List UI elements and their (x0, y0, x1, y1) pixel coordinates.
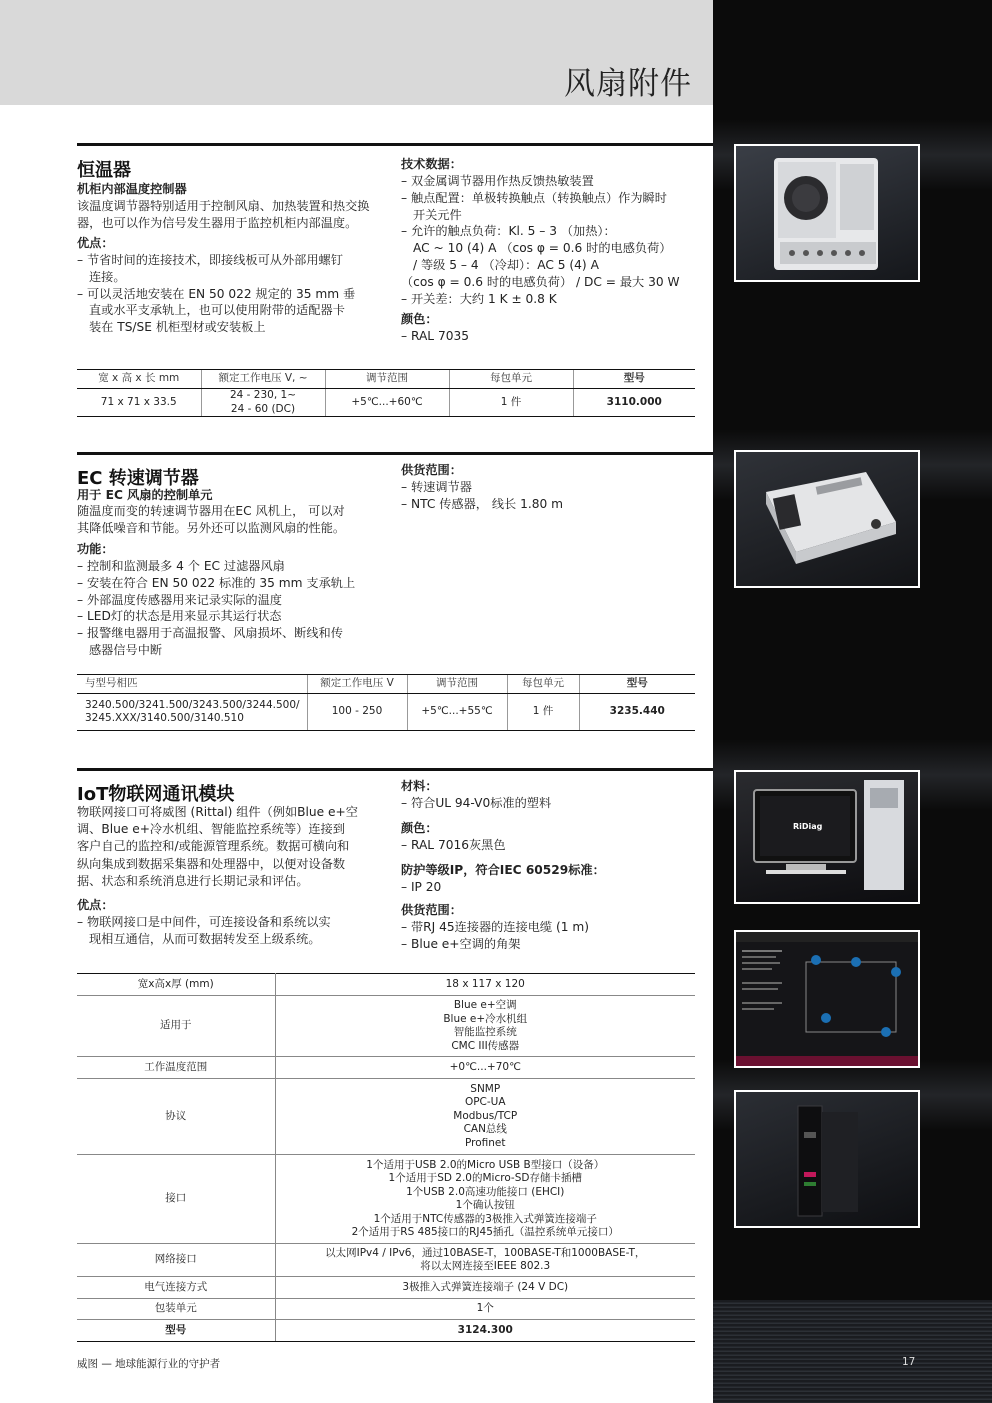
thermostat-subtitle: 机柜内部温度控制器 (77, 182, 187, 196)
ec-desc: 随温度而变的转速调节器用在EC 风机上， 可以对 其降低噪音和节能。另外还可以监测风扇的性能。 (77, 504, 346, 535)
iot-system-photo (734, 770, 920, 904)
section-rule (77, 768, 713, 771)
thermostat-photo (734, 144, 920, 282)
thermostat-desc: 该温度调节器特别适用于控制风扇、加热装置和热交换 器，也可以作为信号发生器用于监控机柜内部温度。 (77, 199, 370, 230)
ec-supply-list: – 转速调节器 – NTC 传感器， 线长 1.80 m (401, 480, 563, 511)
iot-module-photo (734, 1090, 920, 1228)
iot-mat: – 符合UL 94-V0标准的塑料 (401, 796, 552, 810)
iot-color-heading: 颜色： (401, 821, 438, 835)
thermostat-color: – RAL 7035 (401, 329, 469, 343)
iot-supply-list: – 带RJ 45连接器的连接电缆 (1 m) – Blue e+空调的角架 (401, 920, 589, 951)
iot-color: – RAL 7016灰黑色 (401, 838, 506, 852)
ridiag-label: RiDiag (793, 822, 823, 831)
section-rule (77, 143, 713, 146)
iot-dashboard-screenshot (734, 930, 920, 1068)
thermostat-color-heading: 颜色： (401, 312, 438, 326)
ec-func-heading: 功能： (77, 542, 114, 556)
iot-ip: – IP 20 (401, 880, 442, 894)
thermostat-adv-heading: 优点： (77, 236, 114, 250)
iot-adv-list: – 物联网接口是中间件，可连接设备和系统以实 现相互通信，从而可数据转发至上级系统。 (77, 915, 331, 946)
iot-ip-heading: 防护等级IP，符合IEC 60529标准： (401, 863, 605, 877)
footer-text: 威图 — 地球能源行业的守护者 (77, 1358, 221, 1370)
page-title: 风扇附件 (564, 66, 692, 102)
section-rule (77, 452, 713, 455)
thermostat-title: 恒温器 (77, 160, 131, 181)
thermostat-tech-list: – 双金属调节器用作热反馈热敏装置 – 触点配置：单极转换触点（转换触点）作为瞬时 开关元件 – 允许的触点负荷：Kl. 5 – 3 （加热）： AC ~ 10 (4) A （cos φ = 0.6 时的电感负荷） / 等级 5 – 4 （冷却）：AC 5 (4) A （cos φ = 0.6 时的电感负荷） / DC = 最大 30 W – 开关差：大约 1 K ± 0.8 K (401, 174, 680, 306)
ec-table: 与型号相匹 额定工作电压 V 调节范围 每包单元 型号 3240.500/3241.500/3243.500/3244.500/ 3245.XXX/3140.500/3140.510 100 - 250 +5℃...+55℃ 1 件 3235.440 (77, 674, 695, 731)
ec-controller-photo (734, 450, 920, 588)
iot-mat-heading: 材料： (401, 779, 438, 793)
iot-adv-heading: 优点： (77, 898, 114, 912)
iot-supply-heading: 供货范围： (401, 903, 462, 917)
iot-title: IoT物联网通讯模块 (77, 784, 235, 805)
ec-title: EC 转速调节器 (77, 468, 199, 489)
iot-desc: 物联网接口可将威图 (Rittal) 组件（例如Blue e+空 调、Blue e+冷水机组、智能监控系统等）连接到 客户自己的监控和/或能源管理系统。数据可横向和 纵向集成到数据采集器和处理器中，以便对设备数 据、状态和系统消息进行长期记录和评估。 (77, 805, 358, 888)
ec-func-list: – 控制和监测最多 4 个 EC 过滤器风扇 – 安装在符合 EN 50 022 标准的 35 mm 支承轨上 – 外部温度传感器用来记录实际的温度 – LED灯的状态是用来显示其运行状态 – 报警继电器用于高温报警、风扇损坏、断线和传 感器信号中断 (77, 559, 356, 657)
ec-subtitle: 用于 EC 风扇的控制单元 (77, 488, 213, 502)
iot-spec-table: 宽x高x厚 (mm) 18 x 117 x 120 适用于 Blue e+空调 Blue e+冷水机组 智能监控系统 CMC III传感器 工作温度范围 +0℃...+70℃ 协议 SNMP OPC-UA Modbus/TCP CAN总线 Profinet 接口 1个适用于USB 2.0的Micro USB B型接口（设备） 1个适用于SD 2.0的Micro-SD存储卡插槽 1个USB 2.0高速功能接口 (EHCI) 1个确认按钮 1个适用于NTC传感器的3极推入式弹簧连接端子 2个适用于RS 485接口的RJ45插孔（温控系统单元接口） 网络接口 以太网IPv4 / IPv6，通过10BASE-T，100BASE-T和1000BASE-T， 将以太网连接至IEEE 802.3 电气连接方式 3极推入式弹簧连接端子 (24 V DC) 包装单元 1个 型号 3124.300 (77, 973, 695, 1342)
thermostat-table: 宽 x 高 x 长 mm 额定工作电压 V, ~ 调节范围 每包单元 型号 71 x 71 x 33.5 24 - 230, 1~ 24 - 60 (DC) +5℃...+60℃ 1 件 3110.000 (77, 369, 695, 417)
thermostat-tech-heading: 技术数据： (401, 157, 462, 171)
thermostat-adv-list: – 节省时间的连接技术，即接线板可从外部用螺钉 连接。 – 可以灵活地安装在 EN 50 022 规定的 35 mm 垂 直或水平支承轨上，也可以使用附带的适配器卡 装在 TS/SE 机柜型材或安装板上 (77, 253, 356, 335)
ec-supply-heading: 供货范围： (401, 463, 462, 477)
page-number: 17 (902, 1356, 916, 1368)
